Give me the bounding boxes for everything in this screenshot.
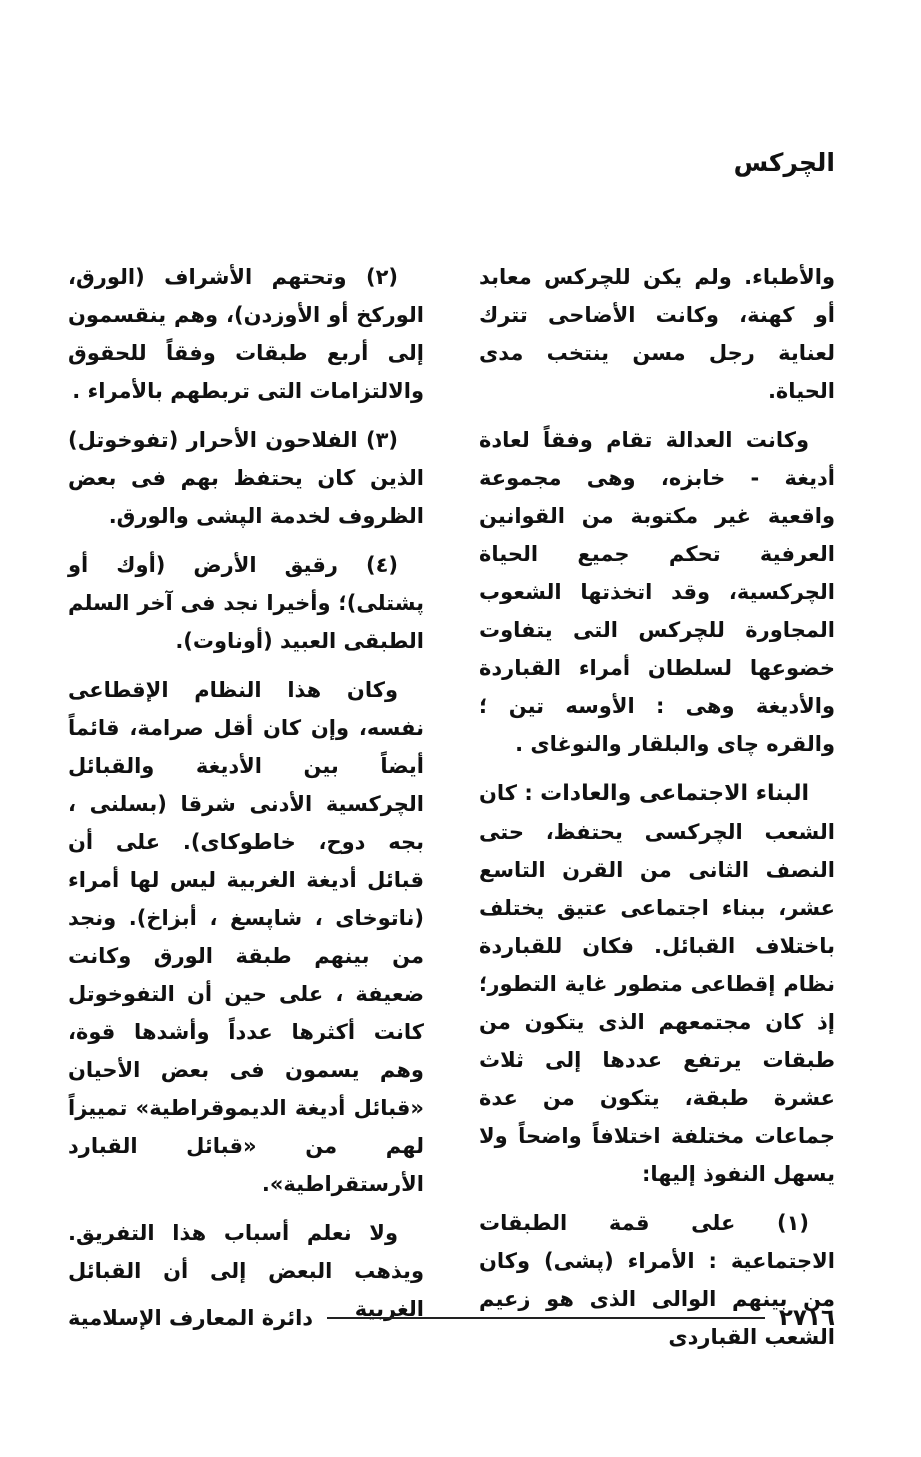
footer-rule: [327, 1317, 765, 1319]
left-paragraph-1: (٢) وتحتهم الأشراف (الورق، الوركخ أو الأوزدن)، وهم ينقسمون إلى أربع طبقات وفقاً للحقوق والالتزامات التى تربطهم بالأمراء .: [68, 265, 424, 403]
right-paragraph-4: (١) على قمة الطبقات الاجتماعية : الأمراء (پشى) وكان من بينهم الوالى الذى هو زعيم الشعب القباردى: [479, 1211, 835, 1349]
right-paragraph-1: والأطباء. ولم يكن للچركس معابد أو كهنة، وكانت الأضاحى تترك لعناية رجل مسن ينتخب مدى الحياة.: [479, 265, 835, 403]
left-paragraph-5: ولا نعلم أسباب هذا التفريق. ويذهب البعض إلى أن القبائل الغربية: [68, 1221, 424, 1321]
section-heading: البناء الاجتماعى والعادات: [540, 781, 809, 806]
left-column: [68, 258, 424, 1339]
page-number: ٢٧١٦: [778, 1305, 835, 1331]
right-paragraph-3: [479, 774, 835, 1193]
left-paragraph-4: وكان هذا النظام الإقطاعى نفسه، وإن كان أقل صرامة، قائماً أيضاً بين الأديغة والقبائل الچركسية الأدنى شرقا (بسلنى ، بجه دوح، خاطوكاى). على أن قبائل أديغة الغربية ليس لها أمراء (ناتوخاى ، شاپسغ ، أبزاخ). ونجد من بينهم طبقة الورق وكانت ضعيفة ، على حين أن التفوخوتل كانت أكثرها عدداً وأشدها قوة، وهم يسمون فى بعض الأحيان «قبائل أديغة الديموقراطية» تمييزاً لهم من «قبائل القبارد الأرستقراطية».: [68, 678, 424, 1196]
running-head: الچركس: [733, 148, 835, 177]
page-footer: [68, 1301, 835, 1335]
right-column: [479, 258, 835, 1367]
left-paragraph-2: (٣) الفلاحون الأحرار (تفوخوتل) الذين كان يحتفظ بهم فى بعض الظروف لخدمة الپشى والورق.: [68, 428, 424, 528]
publication-title: دائرة المعارف الإسلامية: [68, 1306, 314, 1330]
left-paragraph-3: (٤) رقيق الأرض (أوك أو پشتلى)؛ وأخيرا نجد فى آخر السلم الطبقى العبيد (أوناوت).: [68, 553, 424, 653]
right-paragraph-3-text: : كان الشعب الچركسى يحتفظ، حتى النصف الثانى من القرن التاسع عشر، ببناء اجتماعى عتيق يختلف باختلاف القبائل. فكان للقباردة نظام إقطاعى متطور غاية التطور؛ إذ كان مجتمعهم الذى يتكون من طبقات يرتفع عددها إلى ثلاث عشرة طبقة، يتكون من عدة جماعات مختلفة اختلافاً واضحاً ولا يسهل النفوذ إليها:: [479, 781, 835, 1186]
right-paragraph-2: وكانت العدالة تقام وفقاً لعادة أديغة - خابزه، وهى مجموعة واقعية غير مكتوبة من القوانين العرفية تحكم جميع الحياة الچركسية، وقد اتخذتها الشعوب المجاورة للچركس التى يتفاوت خضوعها لسلطان أمراء القباردة والأديغة وهى : الأوسه تين ؛ والقره چاى والبلقار والنوغاى .: [479, 428, 835, 756]
